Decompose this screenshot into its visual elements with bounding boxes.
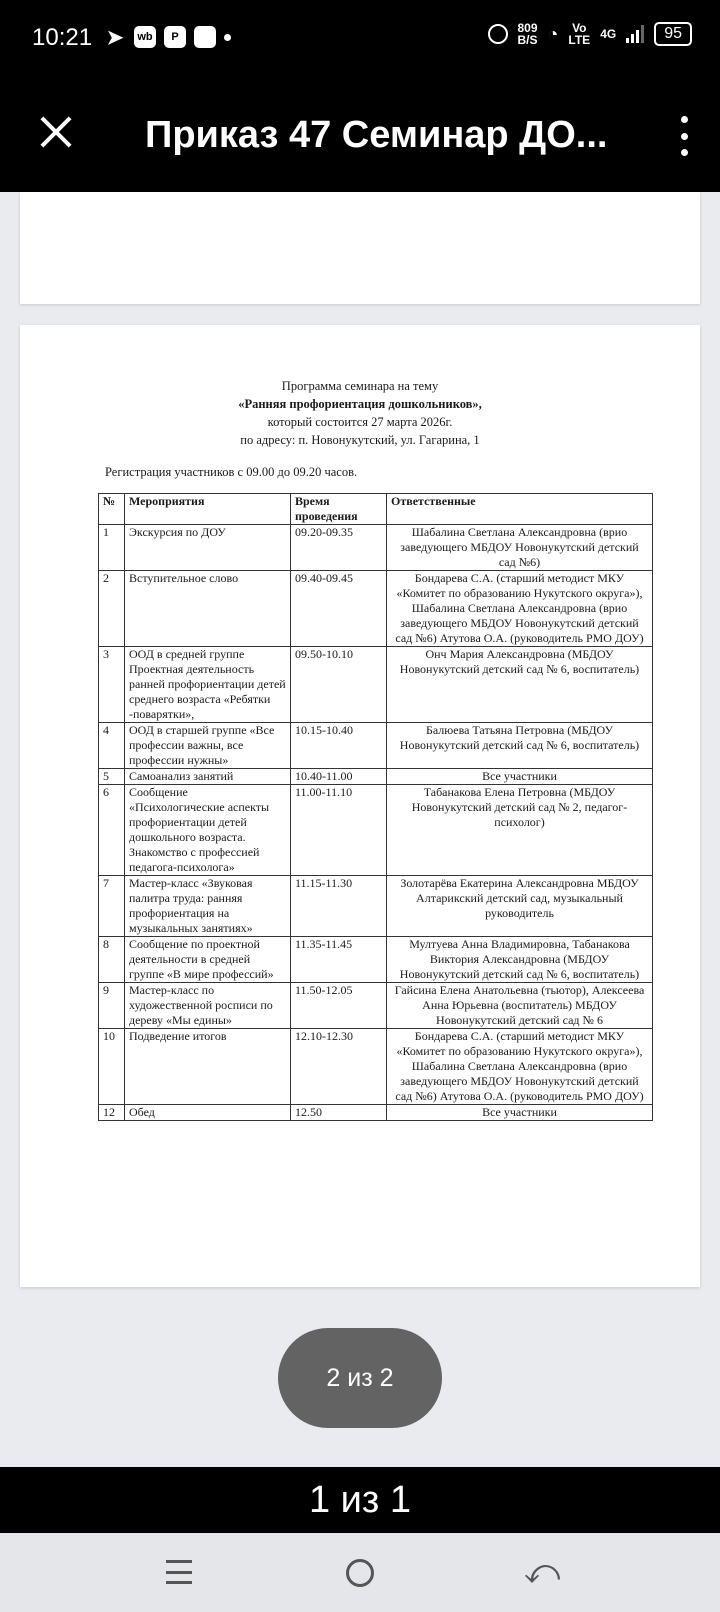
menu-icon[interactable] bbox=[166, 1560, 192, 1584]
header-num: № bbox=[99, 494, 125, 525]
row-time: 11.00-11.10 bbox=[291, 785, 387, 876]
heading-date: который состоится 27 марта 2026г. bbox=[267, 415, 453, 429]
home-icon[interactable] bbox=[346, 1559, 374, 1587]
heading-line: Программа семинара на тему bbox=[281, 379, 439, 393]
table-row bbox=[99, 769, 653, 785]
row-time: 09.20-09.35 bbox=[291, 525, 387, 571]
row-responsible: Балюева Татьяна Петровна (МБДОУ Новонукутский детский сад № 6, воспитатель) bbox=[387, 723, 653, 769]
row-time: 09.40-09.45 bbox=[291, 571, 387, 647]
row-responsible: Бондарева С.А. (старший методист МКУ «Комитет по образованию Нукутского округа»), Шабалина Светлана Александровна (врио заведующего МБДОУ Новонукутский детский сад №6) Атутова О.А. (руководитель РМО ДОУ) bbox=[387, 571, 653, 647]
row-event: Подведение итогов bbox=[125, 1029, 291, 1105]
wifi-icon: ◔ bbox=[547, 23, 559, 44]
header-time: Время проведения bbox=[291, 494, 387, 525]
table-row bbox=[99, 876, 653, 937]
row-num: 10 bbox=[99, 1029, 125, 1105]
row-num: 8 bbox=[99, 937, 125, 983]
pdf-icon: P bbox=[164, 26, 186, 48]
header-responsible: Ответственные bbox=[387, 494, 653, 525]
speed-unit: B/S bbox=[517, 33, 538, 47]
row-time: 12.50 bbox=[291, 1105, 387, 1121]
wb-icon: wb bbox=[134, 26, 156, 48]
header-event: Мероприятия bbox=[125, 494, 291, 525]
system-navbar bbox=[0, 1533, 720, 1612]
row-time: 11.35-11.45 bbox=[291, 937, 387, 983]
volte-bottom: LTE bbox=[568, 33, 591, 47]
table-row bbox=[99, 785, 653, 876]
row-responsible: Гайсина Елена Анатольевна (тьютор), Алексеева Анна Юрьевна (воспитатель) МБДОУ Новонукутский детский сад № 6 bbox=[387, 983, 653, 1029]
table-row bbox=[99, 647, 653, 723]
row-event: ООД в старшей группе «Все профессии важны, все профессии нужны» bbox=[125, 723, 291, 769]
network-speed bbox=[518, 22, 538, 46]
row-num: 6 bbox=[99, 785, 125, 876]
row-event: Мастер-класс по художественной росписи по дереву «Мы едины» bbox=[125, 983, 291, 1029]
table-header-row bbox=[99, 494, 653, 525]
program-table bbox=[98, 493, 653, 1121]
dot-icon bbox=[224, 34, 231, 41]
row-time: 10.15-10.40 bbox=[291, 723, 387, 769]
notification-icons bbox=[104, 26, 231, 48]
row-responsible: Золотарёва Екатерина Александровна МБДОУ Алтарикский детский сад, музыкальный руководитель bbox=[387, 876, 653, 937]
row-event: Обед bbox=[125, 1105, 291, 1121]
row-event: Сообщение «Психологические аспекты профориентации детей дошкольного возраста. Знакомство с профессией педагога-психолога» bbox=[125, 785, 291, 876]
page-indicator: 2 из 2 bbox=[278, 1328, 442, 1428]
registration-text: Регистрация участников с 09.00 до 09.20 часов. bbox=[105, 465, 358, 479]
more-options-icon[interactable] bbox=[676, 116, 692, 156]
row-responsible: Шабалина Светлана Александровна (врио заведующего МБДОУ Новонукутский детский сад №6) bbox=[387, 525, 653, 571]
signal-icon bbox=[626, 25, 644, 43]
row-event: Самоанализ занятий bbox=[125, 769, 291, 785]
network-type: 4G bbox=[600, 27, 617, 41]
row-num: 3 bbox=[99, 647, 125, 723]
row-num: 7 bbox=[99, 876, 125, 937]
row-responsible: Табанакова Елена Петровна (МБДОУ Новонукутский детский сад № 2, педагог-психолог) bbox=[387, 785, 653, 876]
document-title: Приказ 47 Семинар ДО... bbox=[145, 114, 608, 156]
row-responsible: Бондарева С.А. (старший методист МКУ «Комитет по образованию Нукутского округа»), Шабалина Светлана Александровна (врио заведующего МБДОУ Новонукутский детский сад №6) Атутова О.А. (руководитель РМО ДОУ) bbox=[387, 1029, 653, 1105]
status-bar bbox=[0, 0, 720, 80]
row-responsible: Все участники bbox=[387, 1105, 653, 1121]
row-time: 09.50-10.10 bbox=[291, 647, 387, 723]
volte-top: Vo bbox=[572, 21, 587, 35]
table-row bbox=[99, 983, 653, 1029]
telegram-icon: ➤ bbox=[106, 26, 124, 49]
document-page[interactable] bbox=[20, 325, 700, 1287]
row-time: 12.10-12.30 bbox=[291, 1029, 387, 1105]
status-right bbox=[488, 22, 693, 46]
row-responsible: Онч Мария Александровна (МБДОУ Новонукутский детский сад № 6, воспитатель) bbox=[387, 647, 653, 723]
row-event: Вступительное слово bbox=[125, 571, 291, 647]
app-icon bbox=[194, 26, 216, 48]
table-row bbox=[99, 1105, 653, 1121]
table-row bbox=[99, 937, 653, 983]
speed-value: 809 bbox=[517, 21, 538, 35]
previous-page[interactable] bbox=[20, 192, 700, 304]
row-event: ООД в средней группе Проектная деятельность ранней профориентации детей среднего возраста «Ребятки -поварятки», bbox=[125, 647, 291, 723]
row-event: Мастер-класс «Звуковая палитра труда: ранняя профориентация на музыкальных занятиях» bbox=[125, 876, 291, 937]
row-num: 5 bbox=[99, 769, 125, 785]
row-num: 2 bbox=[99, 571, 125, 647]
heading-address: по адресу: п. Новонукутский, ул. Гагарина, 1 bbox=[240, 433, 480, 447]
seminar-topic: «Ранняя профориентация дошкольников», bbox=[238, 397, 482, 411]
row-num: 4 bbox=[99, 723, 125, 769]
alarm-icon bbox=[488, 24, 508, 44]
row-time: 10.40-11.00 bbox=[291, 769, 387, 785]
table-row bbox=[99, 1029, 653, 1105]
back-icon[interactable]: ⤺ bbox=[524, 1553, 561, 1591]
volte-indicator bbox=[568, 22, 590, 46]
row-event: Экскурсия по ДОУ bbox=[125, 525, 291, 571]
table-row bbox=[99, 723, 653, 769]
viewer-toolbar bbox=[0, 80, 720, 192]
status-time: 10:21 bbox=[32, 24, 93, 51]
program-heading bbox=[20, 377, 700, 449]
row-responsible: Мултуева Анна Владимировна, Табанакова Виктория Александровна (МБДОУ Новонукутский детский сад № 6, воспитатель) bbox=[387, 937, 653, 983]
table-row bbox=[99, 525, 653, 571]
row-num: 1 bbox=[99, 525, 125, 571]
table-row bbox=[99, 571, 653, 647]
row-time: 11.15-11.30 bbox=[291, 876, 387, 937]
row-event: Сообщение по проектной деятельности в средней группе «В мире профессий» bbox=[125, 937, 291, 983]
row-num: 9 bbox=[99, 983, 125, 1029]
row-responsible: Все участники bbox=[387, 769, 653, 785]
battery-level: 95 bbox=[654, 22, 692, 46]
close-icon[interactable] bbox=[36, 112, 76, 152]
row-num: 12 bbox=[99, 1105, 125, 1121]
row-time: 11.50-12.05 bbox=[291, 983, 387, 1029]
file-counter: 1 из 1 bbox=[0, 1467, 720, 1533]
